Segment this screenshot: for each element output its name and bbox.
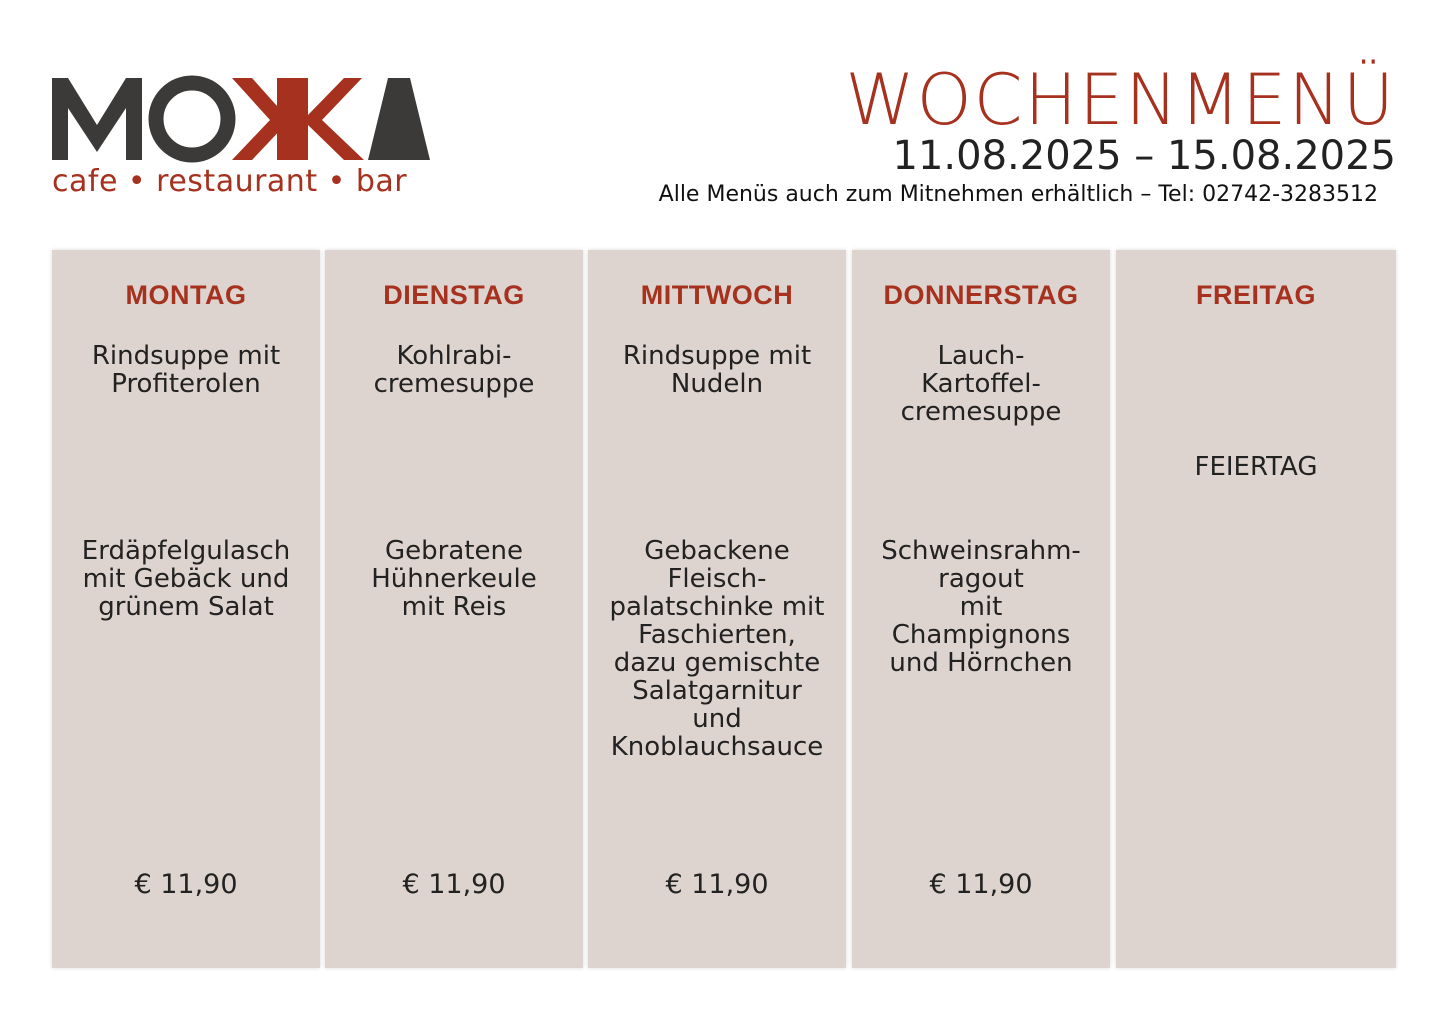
holiday-label: FEIERTAG: [1194, 452, 1318, 482]
takeaway-note: Alle Menüs auch zum Mitnehmen erhältlich – Tel: 02742-3283512: [658, 182, 1378, 207]
soup-dish: Rindsuppe mit Nudeln: [622, 341, 812, 399]
main-dish: Gebratene Hühnerkeule mit Reis: [371, 536, 537, 622]
day-name: MONTAG: [125, 280, 247, 310]
menu-date-range: 11.08.2025 – 15.08.2025: [892, 133, 1396, 179]
main-dish: Gebackene Fleisch- palatschinke mit Faschierten, dazu gemischte Salatgarnitur und Knoblauchsauce: [609, 536, 825, 762]
soup-dish: Kohlrabi- cremesuppe: [373, 341, 535, 399]
day-name: MITTWOCH: [640, 280, 794, 310]
price: € 11,90: [929, 869, 1033, 900]
day-column-thursday: [852, 250, 1110, 968]
week-columns: [52, 250, 1396, 968]
mokka-logo: [52, 70, 432, 210]
menu-title: WOCHENMENÜ: [845, 59, 1396, 141]
day-column-wednesday: [588, 250, 846, 968]
day-name: DIENSTAG: [383, 280, 525, 310]
main-dish: Schweinsrahm- ragout mit Champignons und Hörnchen: [881, 536, 1081, 678]
main-dish: Erdäpfelgulasch mit Gebäck und grünem Salat: [81, 536, 291, 622]
mokka-wordmark: [52, 70, 432, 165]
day-name: FREITAG: [1196, 280, 1316, 310]
price: € 11,90: [402, 869, 506, 900]
day-column-friday: [1116, 250, 1396, 968]
day-column-monday: [52, 250, 320, 968]
soup-dish: Lauch- Kartoffel- cremesuppe: [900, 341, 1062, 427]
brand-tagline: cafe • restaurant • bar: [52, 164, 408, 199]
menu-header: [658, 59, 1396, 210]
price: € 11,90: [665, 869, 769, 900]
day-column-tuesday: [325, 250, 583, 968]
soup-dish: Rindsuppe mit Profiterolen: [91, 341, 281, 399]
day-name: DONNERSTAG: [883, 280, 1079, 310]
price: € 11,90: [134, 869, 238, 900]
